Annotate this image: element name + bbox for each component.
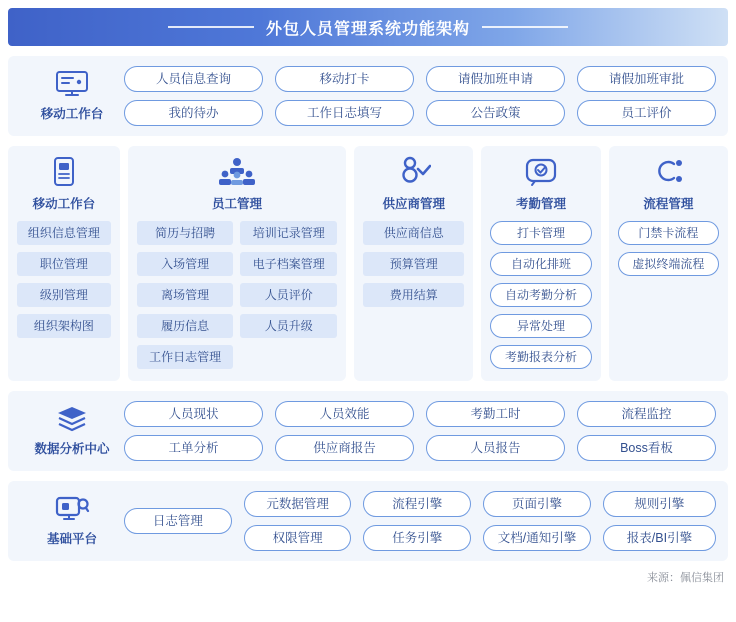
mobile-item[interactable]: 员工评价 bbox=[577, 100, 716, 126]
column-title: 供应商管理 bbox=[382, 197, 446, 211]
column-item[interactable]: 自动考勤分析 bbox=[490, 283, 591, 307]
column-item[interactable]: 人员升级 bbox=[240, 314, 337, 338]
column-item[interactable]: 自动化排班 bbox=[490, 252, 591, 276]
column-title: 流程管理 bbox=[643, 197, 694, 211]
column-supplier bbox=[354, 146, 473, 381]
column-item[interactable]: 预算管理 bbox=[363, 252, 464, 276]
diagram-page bbox=[0, 8, 736, 622]
source-note: 来源：佩信集团 bbox=[647, 572, 724, 584]
mobile-item[interactable]: 移动打卡 bbox=[275, 66, 414, 92]
column-item[interactable]: 履历信息 bbox=[137, 314, 234, 338]
module-columns bbox=[8, 146, 728, 381]
data-item[interactable]: 考勤工时 bbox=[426, 401, 565, 427]
data-item[interactable]: 供应商报告 bbox=[275, 435, 414, 461]
layers-icon bbox=[55, 405, 89, 433]
platform-item[interactable]: 文档/通知引擎 bbox=[483, 525, 591, 551]
data-item[interactable]: 流程监控 bbox=[577, 401, 716, 427]
platform-icon bbox=[54, 495, 90, 523]
platform-item[interactable]: 流程引擎 bbox=[363, 491, 471, 517]
attendance-icon bbox=[524, 156, 558, 188]
mobile-item[interactable]: 人员信息查询 bbox=[124, 66, 263, 92]
column-item[interactable]: 培训记录管理 bbox=[240, 221, 337, 245]
data-item[interactable]: 人员报告 bbox=[426, 435, 565, 461]
column-title: 员工管理 bbox=[211, 197, 262, 211]
data-analysis-header bbox=[20, 401, 124, 457]
platform-label: 基础平台 bbox=[46, 532, 97, 546]
column-item[interactable]: 电子档案管理 bbox=[240, 252, 337, 276]
data-item[interactable]: 人员现状 bbox=[124, 401, 263, 427]
column-items bbox=[137, 221, 337, 369]
diagram-title-bar bbox=[8, 8, 728, 46]
mobile-item[interactable]: 公告政策 bbox=[426, 100, 565, 126]
platform-item[interactable]: 元数据管理 bbox=[244, 491, 352, 517]
column-items bbox=[618, 221, 719, 276]
column-title: 移动工作台 bbox=[32, 197, 96, 211]
mobile-workbench-label: 移动工作台 bbox=[40, 107, 104, 121]
page-title: 外包人员管理系统功能架构 bbox=[265, 20, 470, 38]
monitor-icon bbox=[55, 70, 89, 98]
platform-items bbox=[124, 491, 716, 551]
mobile-item[interactable]: 请假加班申请 bbox=[426, 66, 565, 92]
column-item[interactable]: 人员评价 bbox=[240, 283, 337, 307]
platform-header bbox=[20, 491, 124, 547]
data-analysis-label: 数据分析中心 bbox=[34, 442, 110, 456]
column-item[interactable]: 门禁卡流程 bbox=[618, 221, 719, 245]
column-items bbox=[363, 221, 464, 307]
column-org bbox=[8, 146, 120, 381]
column-item[interactable]: 费用结算 bbox=[363, 283, 464, 307]
column-item[interactable]: 级别管理 bbox=[17, 283, 111, 307]
column-item[interactable]: 组织架构图 bbox=[17, 314, 111, 338]
mobile-item[interactable]: 工作日志填写 bbox=[275, 100, 414, 126]
title-rule-right bbox=[482, 26, 568, 28]
mobile-workbench-band bbox=[8, 56, 728, 136]
platform-item[interactable]: 报表/BI引擎 bbox=[603, 525, 716, 551]
mobile-item[interactable]: 请假加班审批 bbox=[577, 66, 716, 92]
column-item[interactable]: 虚拟终端流程 bbox=[618, 252, 719, 276]
mobile-workbench-items bbox=[124, 66, 716, 126]
platform-item[interactable]: 页面引擎 bbox=[483, 491, 591, 517]
data-item[interactable]: Boss看板 bbox=[577, 435, 716, 461]
column-items bbox=[17, 221, 111, 338]
column-item[interactable]: 离场管理 bbox=[137, 283, 234, 307]
platform-item[interactable]: 规则引擎 bbox=[603, 491, 716, 517]
column-item[interactable]: 简历与招聘 bbox=[137, 221, 234, 245]
platform-item[interactable]: 权限管理 bbox=[244, 525, 352, 551]
column-item[interactable]: 工作日志管理 bbox=[137, 345, 234, 369]
data-item[interactable]: 人员效能 bbox=[275, 401, 414, 427]
column-employee bbox=[128, 146, 346, 381]
platform-band bbox=[8, 481, 728, 561]
column-item[interactable]: 打卡管理 bbox=[490, 221, 591, 245]
people-group-icon bbox=[217, 156, 257, 188]
column-title: 考勤管理 bbox=[516, 197, 567, 211]
mobile-item[interactable]: 我的待办 bbox=[124, 100, 263, 126]
column-item[interactable]: 考勤报表分析 bbox=[490, 345, 591, 369]
column-process bbox=[609, 146, 728, 381]
data-analysis-band bbox=[8, 391, 728, 471]
mobile-workbench-header bbox=[20, 66, 124, 122]
process-icon bbox=[650, 156, 686, 188]
column-item[interactable]: 职位管理 bbox=[17, 252, 111, 276]
supplier-icon bbox=[397, 156, 431, 188]
platform-item[interactable]: 任务引擎 bbox=[363, 525, 471, 551]
data-item[interactable]: 工单分析 bbox=[124, 435, 263, 461]
platform-item-log[interactable]: 日志管理 bbox=[124, 508, 232, 534]
column-item[interactable]: 异常处理 bbox=[490, 314, 591, 338]
column-attendance bbox=[481, 146, 600, 381]
device-icon bbox=[49, 156, 79, 188]
column-items bbox=[490, 221, 591, 369]
data-analysis-items bbox=[124, 401, 716, 461]
title-rule-left bbox=[168, 26, 254, 28]
column-item[interactable]: 组织信息管理 bbox=[17, 221, 111, 245]
column-item[interactable]: 供应商信息 bbox=[363, 221, 464, 245]
column-item[interactable]: 入场管理 bbox=[137, 252, 234, 276]
